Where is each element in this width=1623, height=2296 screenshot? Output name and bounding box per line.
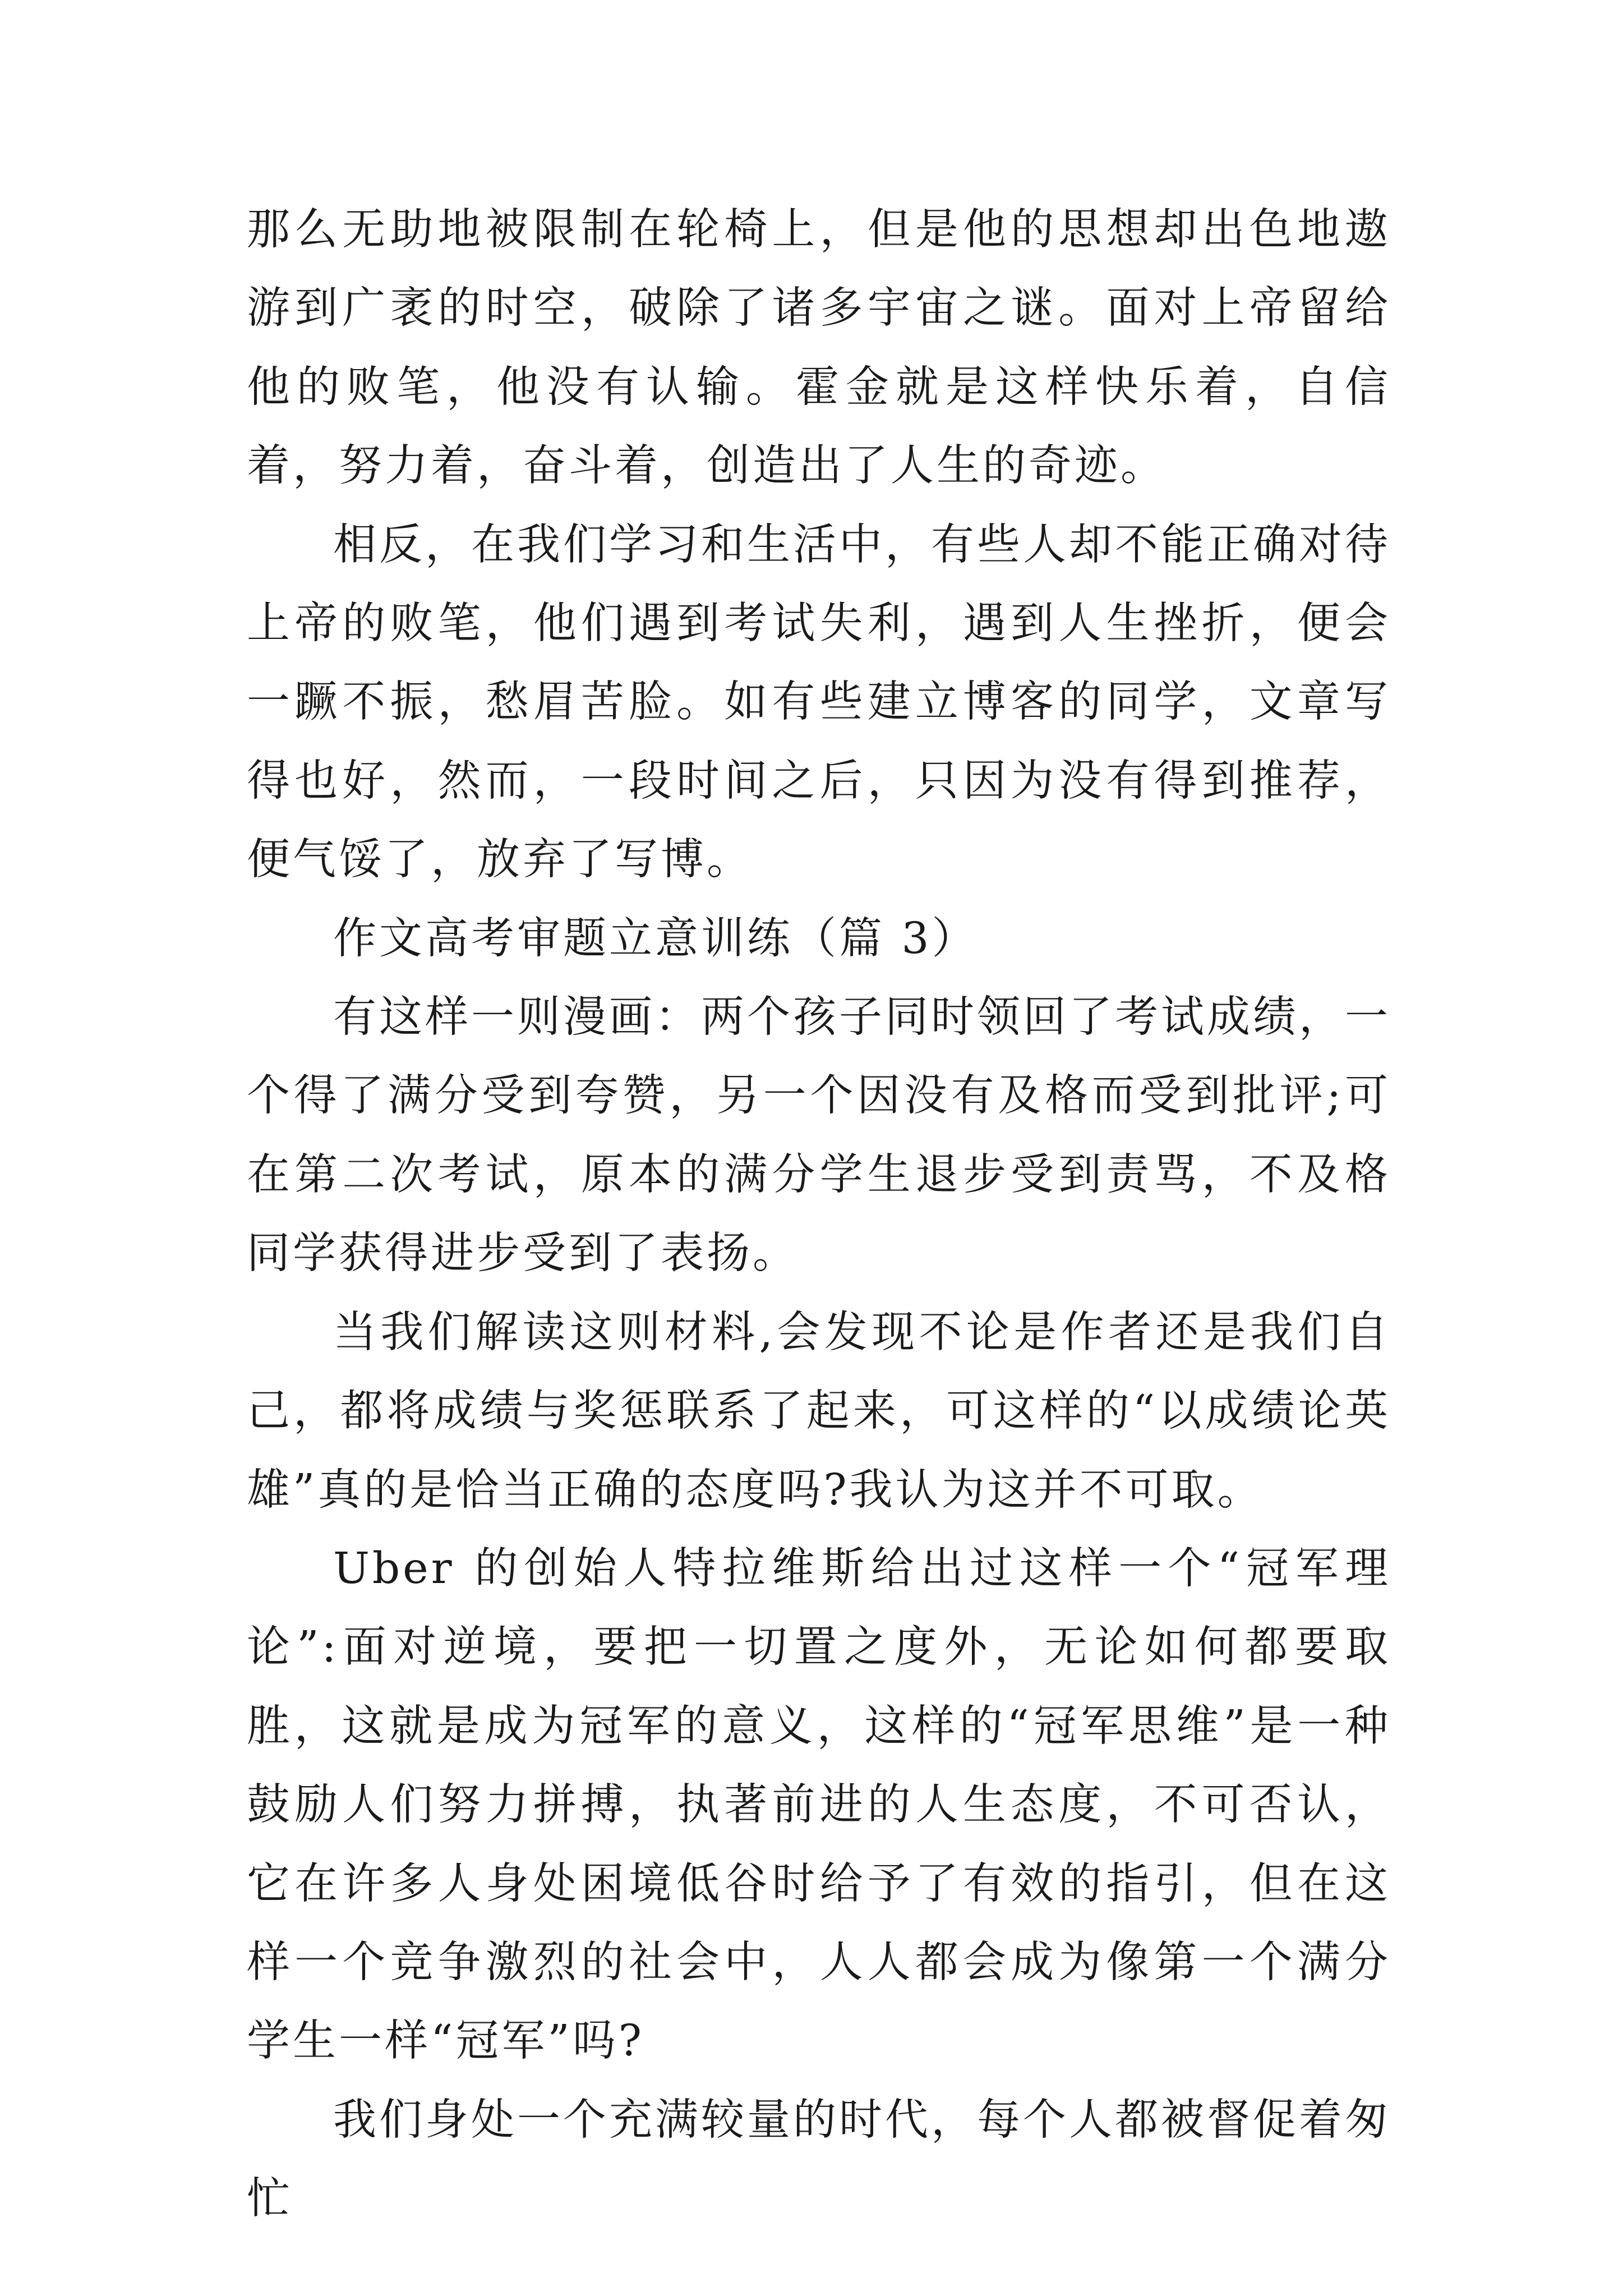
- body-text: [247, 191, 1391, 2239]
- paragraph-era: 我们身处一个充满较量的时代，每个人都被督促着匆忙: [247, 2095, 1391, 2224]
- paragraph-champion-theory: Uber 的创始人特拉维斯给出过这样一个“冠军理论”:面对逆境，要把一切置之度外，无论如何都要取胜，这就是成为冠军的意义，这样的“冠军思维”是一种鼓励人们努力拼搏，执著前进的人生态度，不可否认，它在许多人身处困境低谷时给予了有效的指引，但在这样一个竞争激烈的社会中，人人都会成为像第一个满分学生一样“冠军”吗?: [247, 1543, 1391, 2067]
- section-title: 作文高考审题立意训练（篇 3）: [333, 913, 978, 964]
- paragraph-hawking: 那么无助地被限制在轮椅上，但是他的思想却出色地遨游到广袤的时空，破除了诸多宇宙之谜。面对上帝留给他的败笔，他没有认输。霍金就是这样快乐着，自信着，努力着，奋斗着，创造出了人生的奇迹。: [247, 205, 1391, 491]
- paragraph-contrast: 相反，在我们学习和生活中，有些人却不能正确对待上帝的败笔，他们遇到考试失利，遇到人生挫折，便会一蹶不振，愁眉苦脸。如有些建立博客的同学，文章写得也好，然而，一段时间之后，只因为没有得到推荐，便气馁了，放弃了写博。: [247, 519, 1391, 885]
- paragraph-reading: 当我们解读这则材料,会发现不论是作者还是我们自己，都将成绩与奖惩联系了起来，可这样的“以成绩论英雄”真的是恰当正确的态度吗?我认为这并不可取。: [247, 1307, 1391, 1515]
- paragraph-comic: 有这样一则漫画：两个孩子同时领回了考试成绩，一个得了满分受到夸赞，另一个因没有及格而受到批评;可在第二次考试，原本的满分学生退步受到责骂，不及格同学获得进步受到了表扬。: [247, 992, 1391, 1279]
